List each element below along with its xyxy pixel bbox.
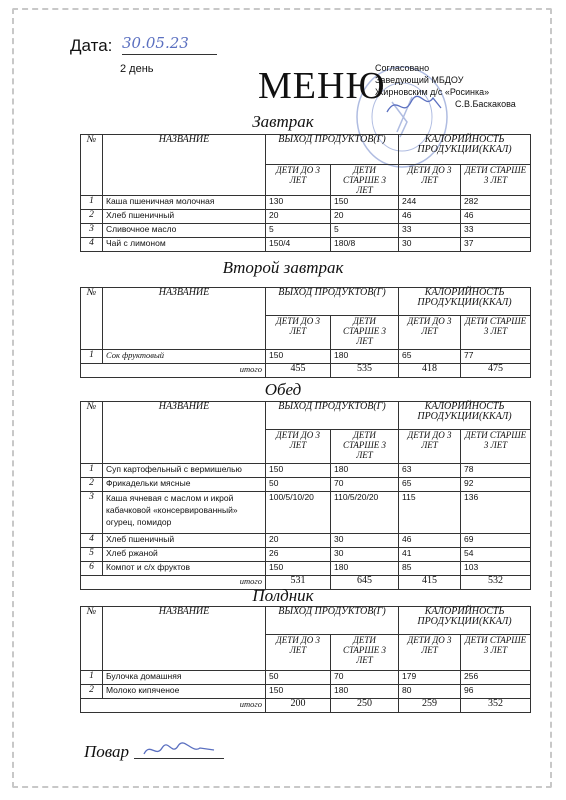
table-cell: 150: [331, 196, 399, 210]
table-cell: 150: [266, 350, 331, 364]
col-under3: ДЕТИ ДО 3 ЛЕТ: [399, 165, 461, 196]
table-row: [81, 350, 531, 364]
table-cell: 532: [461, 576, 531, 590]
table-cell: 96: [461, 685, 531, 699]
col-name: НАЗВАНИЕ: [103, 288, 266, 350]
col-num: №: [81, 607, 103, 671]
table-cell: 77: [461, 350, 531, 364]
col-over3: ДЕТИ СТАРШЕ 3 ЛЕТ: [331, 430, 399, 464]
table-cell: 531: [266, 576, 331, 590]
table-cell: 250: [331, 699, 399, 713]
table-row: [81, 534, 531, 548]
table-cell: 1: [81, 671, 103, 685]
table-cell: 85: [399, 562, 461, 576]
table-cell: 65: [399, 478, 461, 492]
table-row: [81, 196, 531, 210]
table-cell: Хлеб ржаной: [103, 548, 266, 562]
table-row: [81, 492, 531, 534]
table-cell: 418: [399, 364, 461, 378]
table-cell: 5: [266, 224, 331, 238]
table-cell: 30: [331, 534, 399, 548]
table-cell: 92: [461, 478, 531, 492]
table-cell: 150/4: [266, 238, 331, 252]
col-name: НАЗВАНИЕ: [103, 607, 266, 671]
table-cell: 1: [81, 464, 103, 478]
table-cell: 5: [331, 224, 399, 238]
col-num: №: [81, 402, 103, 464]
col-calories: КАЛОРИЙНОСТЬ ПРОДУКЦИИ(ККАЛ): [399, 135, 531, 165]
table-row: [81, 238, 531, 252]
table-cell: 20: [266, 210, 331, 224]
table-cell: 65: [399, 350, 461, 364]
table-cell: 535: [331, 364, 399, 378]
snack-table: [80, 606, 531, 713]
table-row: [81, 671, 531, 685]
table-cell: 645: [331, 576, 399, 590]
lunch-table: [80, 401, 531, 590]
table-cell: 352: [461, 699, 531, 713]
table-cell: 20: [331, 210, 399, 224]
table-cell: Хлеб пшеничный: [103, 534, 266, 548]
col-calories: КАЛОРИЙНОСТЬ ПРОДУКЦИИ(ККАЛ): [399, 402, 531, 430]
table-cell: Хлеб пшеничный: [103, 210, 266, 224]
table-cell: 180/8: [331, 238, 399, 252]
table-cell: 100/5/10/20: [266, 492, 331, 534]
col-under3: ДЕТИ ДО 3 ЛЕТ: [399, 430, 461, 464]
approval-line: Жирновским д/с «Росинка»: [375, 87, 490, 97]
col-name: НАЗВАНИЕ: [103, 135, 266, 196]
col-output: ВЫХОД ПРОДУКТОВ(Г): [266, 607, 399, 635]
section-title-lunch: Обед: [264, 380, 302, 399]
table-cell: итого: [81, 699, 266, 713]
col-under3: ДЕТИ ДО 3 ЛЕТ: [266, 430, 331, 464]
table-row: [81, 548, 531, 562]
date-label: Дата:: [70, 36, 113, 55]
table-cell: 455: [266, 364, 331, 378]
table-cell: 150: [266, 464, 331, 478]
table-cell: Суп картофельный с вермишелью: [103, 464, 266, 478]
table-cell: 80: [399, 685, 461, 699]
table-cell: 5: [81, 548, 103, 562]
col-calories: КАЛОРИЙНОСТЬ ПРОДУКЦИИ(ККАЛ): [399, 288, 531, 316]
table-cell: Булочка домашняя: [103, 671, 266, 685]
table-cell: 179: [399, 671, 461, 685]
table-cell: Молоко кипяченое: [103, 685, 266, 699]
col-over3: ДЕТИ СТАРШЕ 3 ЛЕТ: [331, 316, 399, 350]
table-cell: 78: [461, 464, 531, 478]
table-cell: 200: [266, 699, 331, 713]
table-cell: 2: [81, 210, 103, 224]
table-cell: 46: [399, 210, 461, 224]
table-cell: 1: [81, 196, 103, 210]
page-title: МЕНЮ: [258, 65, 386, 107]
total-row: [81, 364, 531, 378]
table-cell: Каша пшеничная молочная: [103, 196, 266, 210]
approval-line: С.В.Баскакова: [455, 99, 516, 109]
date-value: 30.05.23: [122, 34, 217, 55]
table-cell: 46: [399, 534, 461, 548]
col-under3: ДЕТИ ДО 3 ЛЕТ: [399, 635, 461, 671]
table-cell: 150: [266, 685, 331, 699]
table-row: [81, 224, 531, 238]
table-cell: 4: [81, 238, 103, 252]
table-cell: Сок фруктовый: [103, 350, 266, 364]
table-cell: 3: [81, 492, 103, 534]
section-title-breakfast: Завтрак: [252, 112, 314, 131]
table-cell: 244: [399, 196, 461, 210]
table-cell: 3: [81, 224, 103, 238]
table-cell: 2: [81, 478, 103, 492]
total-row: [81, 699, 531, 713]
table-cell: 110/5/20/20: [331, 492, 399, 534]
col-over3: ДЕТИ СТАРШЕ 3 ЛЕТ: [461, 165, 531, 196]
day-number: 2 день: [120, 63, 154, 75]
table-cell: 259: [399, 699, 461, 713]
col-name: НАЗВАНИЕ: [103, 402, 266, 464]
table-cell: 54: [461, 548, 531, 562]
table-cell: итого: [81, 576, 266, 590]
col-over3: ДЕТИ СТАРШЕ 3 ЛЕТ: [461, 430, 531, 464]
col-num: №: [81, 135, 103, 196]
table-cell: 69: [461, 534, 531, 548]
table-cell: 50: [266, 478, 331, 492]
table-cell: Каша ячневая с маслом и икрой кабачковой «консервированный» огурец, помидор: [103, 492, 266, 534]
table-cell: 180: [331, 464, 399, 478]
table-cell: 20: [266, 534, 331, 548]
table-cell: 46: [461, 210, 531, 224]
col-output: ВЫХОД ПРОДУКТОВ(Г): [266, 288, 399, 316]
table-row: [81, 464, 531, 478]
col-output: ВЫХОД ПРОДУКТОВ(Г): [266, 402, 399, 430]
col-under3: ДЕТИ ДО 3 ЛЕТ: [266, 316, 331, 350]
table-cell: 282: [461, 196, 531, 210]
table-cell: 1: [81, 350, 103, 364]
table-cell: 4: [81, 534, 103, 548]
section-title-second-breakfast: Второй завтрак: [222, 258, 344, 277]
cook-label: Повар: [84, 742, 130, 761]
approval-line: Согласовано: [375, 63, 430, 73]
table-cell: Компот и с/х фруктов: [103, 562, 266, 576]
col-over3: ДЕТИ СТАРШЕ 3 ЛЕТ: [461, 635, 531, 671]
table-row: [81, 478, 531, 492]
table-cell: 180: [331, 350, 399, 364]
table-row: [81, 685, 531, 699]
col-over3: ДЕТИ СТАРШЕ 3 ЛЕТ: [331, 635, 399, 671]
table-cell: итого: [81, 364, 266, 378]
table-cell: 2: [81, 685, 103, 699]
table-cell: 115: [399, 492, 461, 534]
second-breakfast-table: [80, 287, 531, 378]
table-cell: 136: [461, 492, 531, 534]
table-cell: 37: [461, 238, 531, 252]
table-cell: Фрикадельки мясные: [103, 478, 266, 492]
table-cell: 50: [266, 671, 331, 685]
col-under3: ДЕТИ ДО 3 ЛЕТ: [266, 165, 331, 196]
table-cell: 475: [461, 364, 531, 378]
table-cell: 70: [331, 671, 399, 685]
section-title-snack: Полдник: [252, 586, 314, 605]
table-cell: 256: [461, 671, 531, 685]
breakfast-table: [80, 134, 531, 252]
table-cell: 415: [399, 576, 461, 590]
table-cell: 103: [461, 562, 531, 576]
table-cell: 130: [266, 196, 331, 210]
table-cell: 180: [331, 562, 399, 576]
table-cell: 150: [266, 562, 331, 576]
table-cell: 33: [461, 224, 531, 238]
table-cell: 30: [399, 238, 461, 252]
table-cell: 6: [81, 562, 103, 576]
col-output: ВЫХОД ПРОДУКТОВ(Г): [266, 135, 399, 165]
approval-line: Заведующий МБДОУ: [375, 75, 464, 85]
table-cell: 33: [399, 224, 461, 238]
col-over3: ДЕТИ СТАРШЕ 3 ЛЕТ: [331, 165, 399, 196]
col-under3: ДЕТИ ДО 3 ЛЕТ: [266, 635, 331, 671]
table-row: [81, 210, 531, 224]
col-under3: ДЕТИ ДО 3 ЛЕТ: [399, 316, 461, 350]
table-cell: 41: [399, 548, 461, 562]
table-cell: Чай с лимоном: [103, 238, 266, 252]
col-calories: КАЛОРИЙНОСТЬ ПРОДУКЦИИ(ККАЛ): [399, 607, 531, 635]
table-cell: 70: [331, 478, 399, 492]
table-cell: 26: [266, 548, 331, 562]
cook-signature-icon: [140, 738, 220, 760]
table-row: [81, 562, 531, 576]
table-cell: 180: [331, 685, 399, 699]
table-cell: 63: [399, 464, 461, 478]
table-cell: 30: [331, 548, 399, 562]
col-over3: ДЕТИ СТАРШЕ 3 ЛЕТ: [461, 316, 531, 350]
col-num: №: [81, 288, 103, 350]
table-cell: Сливочное масло: [103, 224, 266, 238]
